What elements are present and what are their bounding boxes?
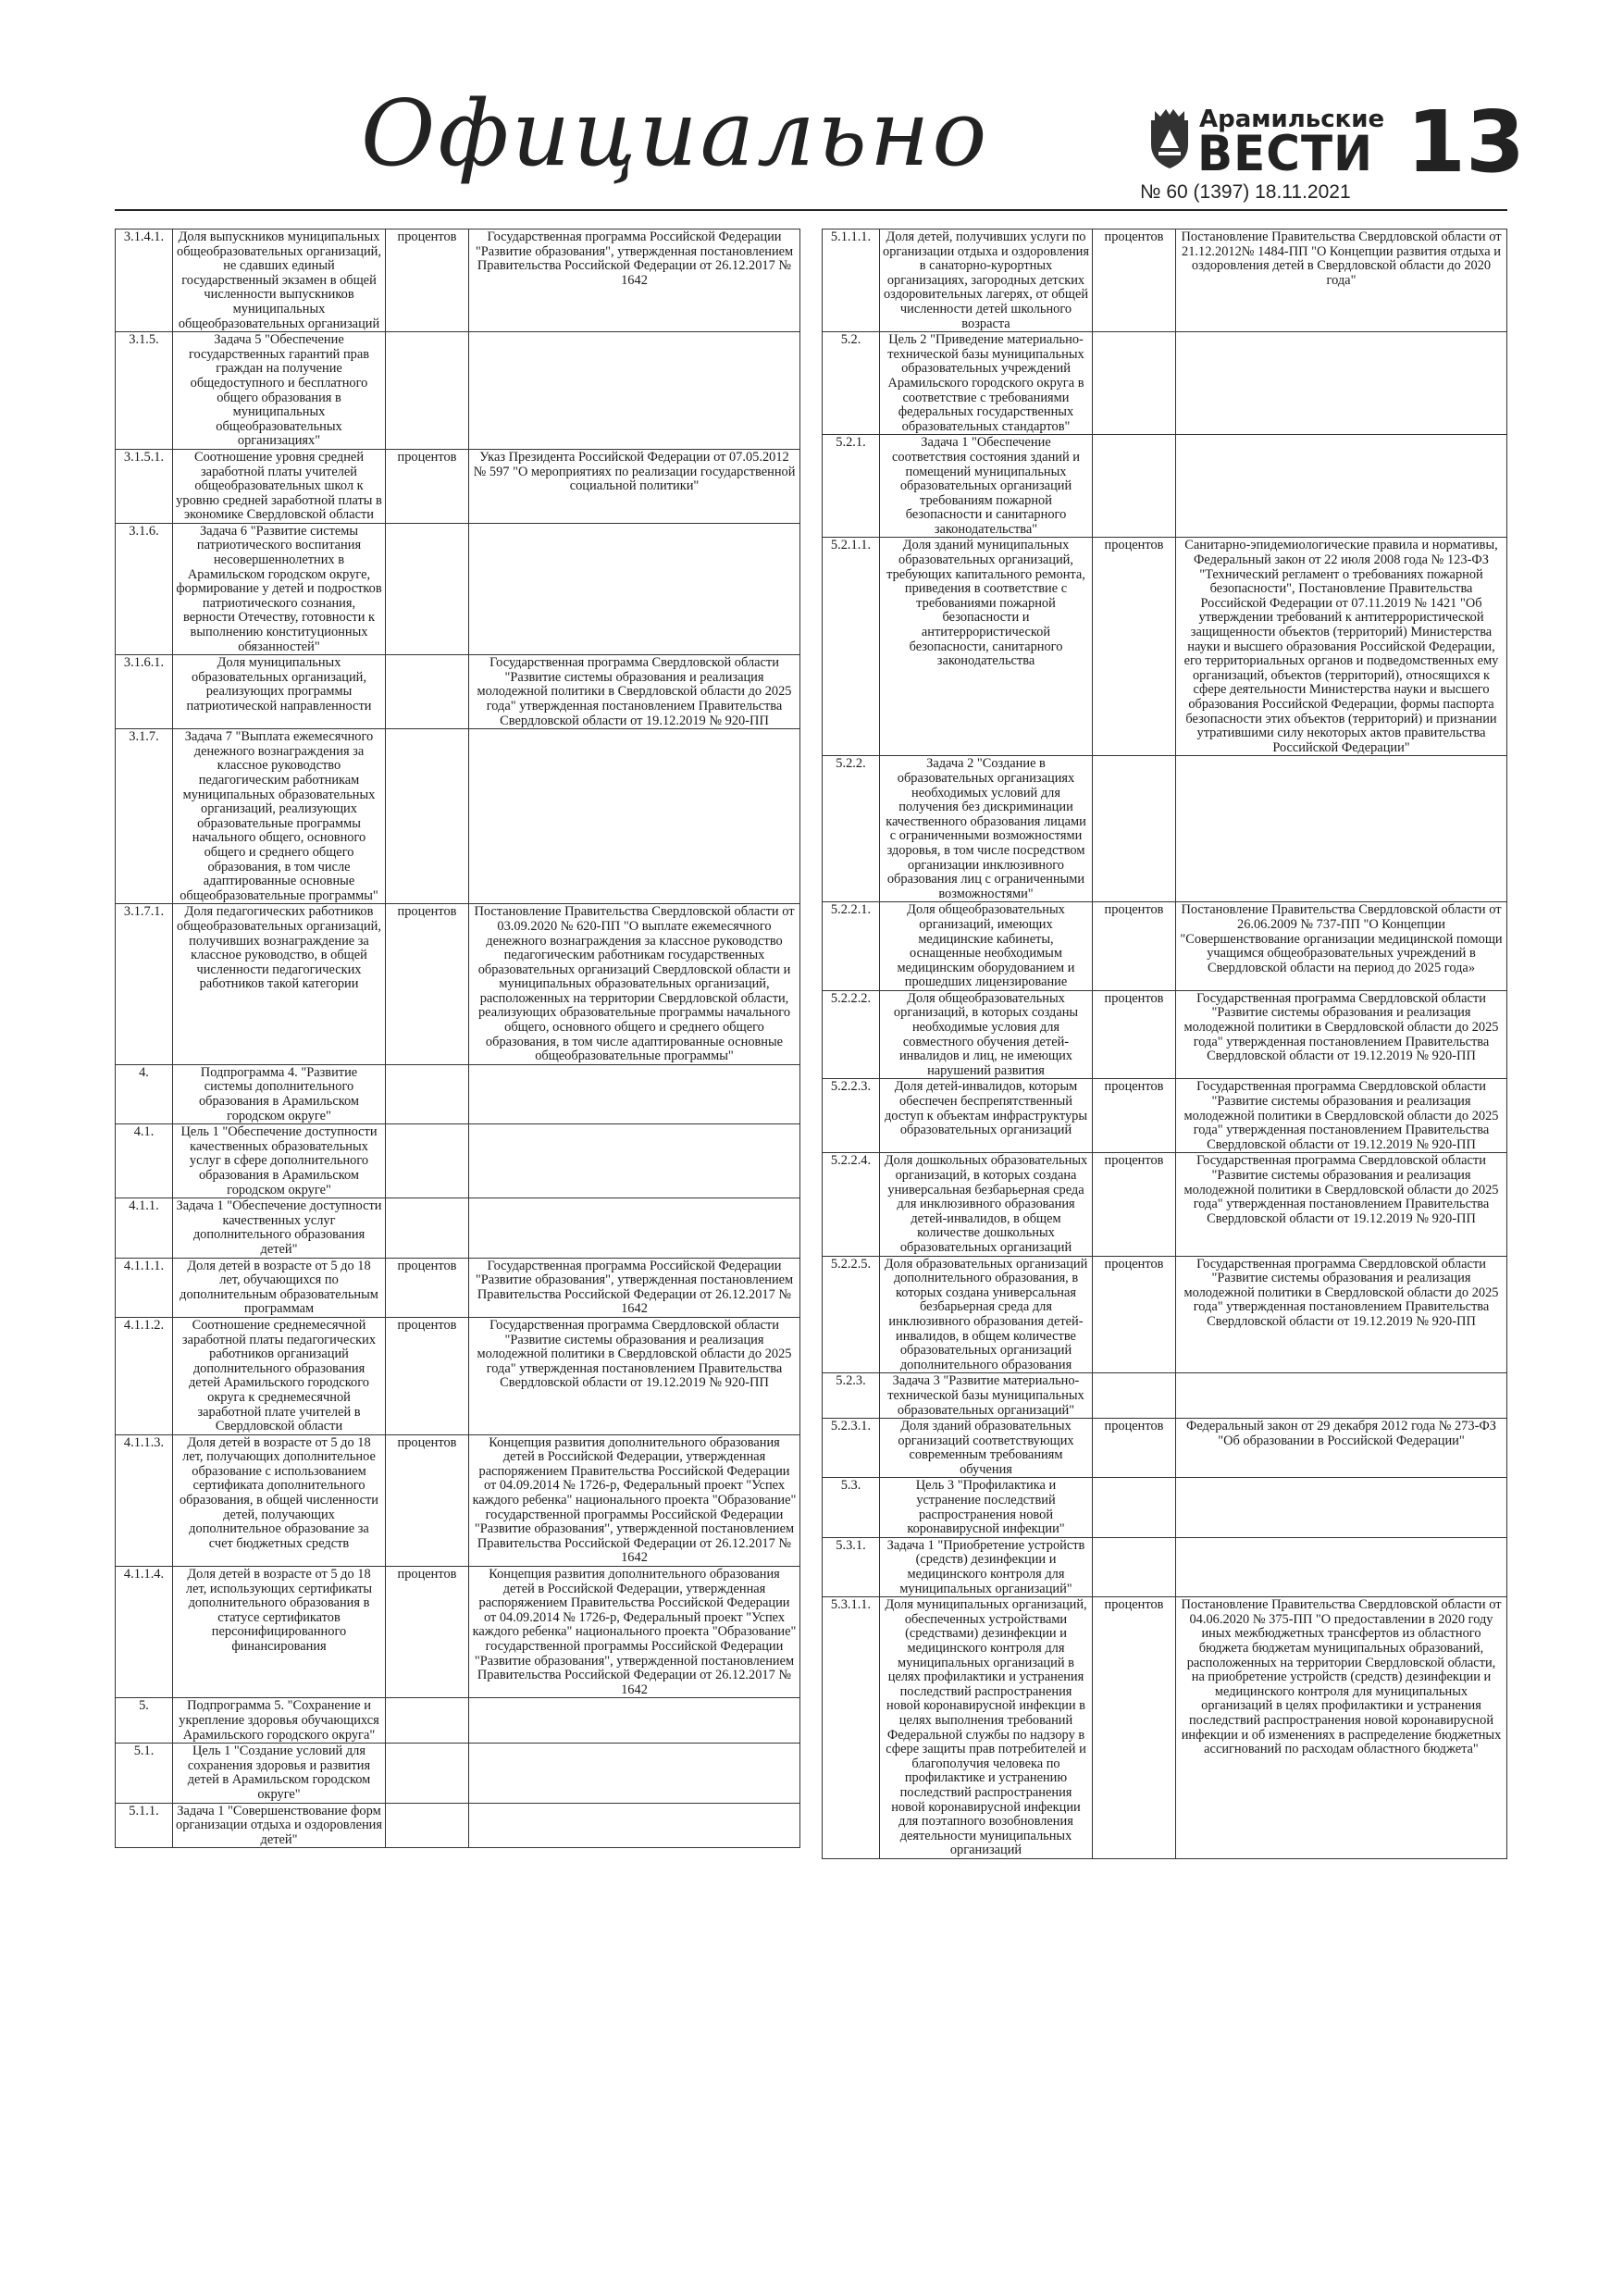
unit: процентов: [1093, 538, 1176, 756]
table-row: [116, 655, 800, 729]
source-document: [1176, 1478, 1507, 1537]
table-row: [823, 1373, 1507, 1419]
table-row: [823, 230, 1507, 332]
table-row: [823, 1478, 1507, 1537]
row-number: 3.1.4.1.: [116, 230, 173, 332]
indicator-name: Доля детей, получивших услуги по организации отдыха и оздоровления в санаторно-курортных организациях, загородных детских оздоровительных лагерях, от общей численности детей школьного возраста: [880, 230, 1093, 332]
indicator-name: Доля выпускников муниципальных общеобразовательных организаций, не сдавших единый государственный экзамен в общей численности выпускников муниципальных общеобразовательных организаций: [173, 230, 386, 332]
indicator-name: Задача 1 "Приобретение устройств (средств) дезинфекции и медицинского контроля для муниципальных организаций": [880, 1537, 1093, 1596]
row-number: 5.2.2.4.: [823, 1153, 880, 1256]
unit: [386, 655, 469, 729]
unit: процентов: [1093, 1153, 1176, 1256]
table-row: [823, 1256, 1507, 1373]
unit: процентов: [386, 1434, 469, 1566]
row-number: 4.1.1.3.: [116, 1434, 173, 1566]
table-row: [116, 1198, 800, 1258]
indicator-name: Доля детей-инвалидов, которым обеспечен беспрепятственный доступ к объектам инфраструктуры образовательных организаций: [880, 1079, 1093, 1153]
table-row: [823, 756, 1507, 902]
unit: [1093, 332, 1176, 435]
row-number: 5.2.2.2.: [823, 990, 880, 1079]
indicators-table-left: [115, 229, 800, 1848]
source-document: Государственная программа Свердловской области "Развитие системы образования и реализация молодежной политики в Свердловской области до 2025 года" утвержденная постановлением Правительства Свердловской области от 19.12.2019 № 920-ПП: [469, 1317, 800, 1434]
indicator-name: Задача 2 "Создание в образовательных организациях необходимых условий для получения без дискриминации качественного образования лицами с ограниченными возможностями здоровья, в том числе посредством организации инклюзивного образования лиц с ограниченными возможностями": [880, 756, 1093, 902]
indicator-name: Подпрограмма 5. "Сохранение и укрепление здоровья обучающихся Арамильского городского округа": [173, 1698, 386, 1744]
table-row: [823, 1537, 1507, 1596]
unit: процентов: [386, 1567, 469, 1698]
unit: [386, 1698, 469, 1744]
row-number: 5.2.1.: [823, 435, 880, 538]
row-number: 5.2.3.1.: [823, 1419, 880, 1478]
table-row: [823, 538, 1507, 756]
table-row: [116, 332, 800, 450]
section-title: Официально: [361, 81, 990, 187]
row-number: 4.1.1.4.: [116, 1567, 173, 1698]
indicator-name: Задача 1 "Совершенствование форм организации отдыха и оздоровления детей": [173, 1803, 386, 1848]
unit: процентов: [1093, 990, 1176, 1079]
source-document: Постановление Правительства Свердловской области от 21.12.2012№ 1484-ПП "О Концепции развития отдыха и оздоровления детей в Свердловской области до 2020 года": [1176, 230, 1507, 332]
indicator-name: Доля детей в возрасте от 5 до 18 лет, получающих дополнительное образование с использованием сертификата дополнительного образования, в общей численности детей, получающих дополнительное образование за счет бюджетных средств: [173, 1434, 386, 1566]
logo-text-bottom: ВЕСТИ: [1197, 125, 1373, 182]
row-number: 3.1.6.1.: [116, 655, 173, 729]
row-number: 5.2.2.1.: [823, 902, 880, 991]
source-document: [469, 332, 800, 450]
indicator-name: Доля зданий образовательных организаций соответствующих современным требованиям обучения: [880, 1419, 1093, 1478]
indicators-table-right: [822, 229, 1507, 1859]
indicator-name: Подпрограмма 4. "Развитие системы дополнительного образования в Арамильском городском округе": [173, 1064, 386, 1123]
row-number: 5.3.1.: [823, 1537, 880, 1596]
unit: [386, 1803, 469, 1848]
source-document: [469, 1198, 800, 1258]
indicator-name: Доля общеобразовательных организаций, в которых созданы необходимые условия для совместного обучения детей-инвалидов и лиц, не имеющих нарушений развития: [880, 990, 1093, 1079]
row-number: 4.1.1.1.: [116, 1258, 173, 1317]
source-document: Государственная программа Свердловской области "Развитие системы образования и реализация молодежной политики в Свердловской области до 2025 года" утвержденная постановлением Правительства Свердловской области от 19.12.2019 № 920-ПП: [469, 655, 800, 729]
newspaper-logo: [1146, 104, 1385, 182]
table-row: [116, 904, 800, 1065]
logo-text-top: Арамильские: [1199, 105, 1385, 133]
indicator-name: Доля педагогических работников общеобразовательных организаций, получивших вознаграждение за классное руководство, в общей численности педагогических работников такой категории: [173, 904, 386, 1065]
source-document: [469, 1124, 800, 1198]
unit: процентов: [386, 1317, 469, 1434]
indicator-name: Цель 2 "Приведение материально-технической базы муниципальных образовательных учреждений Арамильского городского округа в соответствие с требованиями федеральных государственных образовательных стандартов": [880, 332, 1093, 435]
indicator-name: Доля образовательных организаций дополнительного образования, в которых создана универсальная безбарьерная среда для инклюзивного образования детей-инвалидов, в общем количестве образовательных организаций дополнительного образования: [880, 1256, 1093, 1373]
row-number: 4.1.1.: [116, 1198, 173, 1258]
unit: [386, 332, 469, 450]
city-emblem-icon: [1146, 104, 1194, 170]
table-row: [823, 1153, 1507, 1256]
table-row: [116, 1803, 800, 1848]
unit: [1093, 435, 1176, 538]
row-number: 5.: [116, 1698, 173, 1744]
indicator-name: Доля детей в возрасте от 5 до 18 лет, обучающихся по дополнительным образовательным программам: [173, 1258, 386, 1317]
indicator-name: Задача 6 "Развитие системы патриотического воспитания несовершеннолетних в Арамильском городском округе, формирование у детей и подростков патриотического сознания, верности Отечеству, готовности к выполнению конституционных обязанностей": [173, 523, 386, 654]
row-number: 5.3.1.1.: [823, 1597, 880, 1859]
unit: процентов: [1093, 1079, 1176, 1153]
indicator-name: Цель 1 "Обеспечение доступности качественных образовательных услуг в сфере дополнительного образования в Арамильском городском округе": [173, 1124, 386, 1198]
source-document: Санитарно-эпидемиологические правила и нормативы, Федеральный закон от 22 июля 2008 года № 123-ФЗ "Технический регламент о требованиях пожарной безопасности", Постановление Правительства Российской Федерации от 07.11.2019 № 1421 "Об утверждении требований к антитеррористической защищенности объектов (территорий) Министерства науки и высшего образования Российской Федерации, его территориальных органов и подведомственных ему организаций, объектов (территорий), относящихся к сфере деятельности Министерства науки и высшего образования Российской Федерации, формы паспорта безопасности этих объектов (территорий) и признании утратившими силу некоторых актов правительства Российской Федерации": [1176, 538, 1507, 756]
row-number: 5.2.2.: [823, 756, 880, 902]
table-row: [116, 729, 800, 904]
source-document: Концепция развития дополнительного образования детей в Российской Федерации, утвержденная распоряжением Правительства Российской Федерации от 04.09.2014 № 1726-р, Федеральный проект "Успех каждого ребенка" национального проекта "Образование" государственной программы Российской Федерации "Развитие образования", утвержденной постановлением Правительства Российской Федерации от 26.12.2017 № 1642: [469, 1434, 800, 1566]
unit: [386, 729, 469, 904]
indicator-name: Цель 3 "Профилактика и устранение последствий распространения новой коронавирусной инфекции": [880, 1478, 1093, 1537]
source-document: Государственная программа Российской Федерации "Развитие образования", утвержденная постановлением Правительства Российской Федерации от 26.12.2017 № 1642: [469, 230, 800, 332]
unit: процентов: [1093, 1597, 1176, 1859]
unit: процентов: [1093, 1419, 1176, 1478]
indicator-name: Соотношение среднемесячной заработной платы педагогических работников организаций дополнительного образования детей Арамильского городского округа к среднемесячной заработной плате учителей в Свердловской области: [173, 1317, 386, 1434]
row-number: 5.1.1.1.: [823, 230, 880, 332]
table-row: [823, 902, 1507, 991]
table-row: [823, 1079, 1507, 1153]
unit: [386, 1744, 469, 1803]
table-row: [823, 1419, 1507, 1478]
table-row: [116, 1258, 800, 1317]
unit: процентов: [386, 1258, 469, 1317]
unit: процентов: [386, 449, 469, 523]
unit: [386, 1124, 469, 1198]
source-document: Государственная программа Свердловской области "Развитие системы образования и реализация молодежной политики в Свердловской области до 2025 года" утвержденная постановлением Правительства Свердловской области от 19.12.2019 № 920-ПП: [1176, 1079, 1507, 1153]
unit: [386, 1064, 469, 1123]
unit: [1093, 756, 1176, 902]
table-row: [116, 523, 800, 654]
row-number: 5.2.2.5.: [823, 1256, 880, 1373]
row-number: 5.2.2.3.: [823, 1079, 880, 1153]
source-document: Государственная программа Свердловской области "Развитие системы образования и реализация молодежной политики в Свердловской области до 2025 года" утвержденная постановлением Правительства Свердловской области от 19.12.2019 № 920-ПП: [1176, 1256, 1507, 1373]
source-document: [469, 1744, 800, 1803]
source-document: [1176, 1373, 1507, 1419]
indicator-name: Задача 5 "Обеспечение государственных гарантий прав граждан на получение общедоступного и бесплатного общего образования в муниципальных общеобразовательных организациях": [173, 332, 386, 450]
indicator-name: Задача 7 "Выплата ежемесячного денежного вознаграждения за классное руководство педагогическим работникам муниципальных образовательных организаций, реализующих образовательные программы начального общего, основного общего и среднего общего образования, в том числе адаптированные основные общеобразовательные программы": [173, 729, 386, 904]
row-number: 5.1.1.: [116, 1803, 173, 1848]
source-document: Постановление Правительства Свердловской области от 04.06.2020 № 375-ПП "О предоставлении в 2020 году иных межбюджетных трансфертов из областного бюджета бюджетам муниципальных образований, расположенных на территории Свердловской области, на приобретение устройств (средств) дезинфекции и медицинского контроля для муниципальных организаций в целях профилактики и устранения последствий распространения новой коронавирусной инфекции и об изменениях в распределение бюджетных ассигнований по расходам областного бюджета": [1176, 1597, 1507, 1859]
source-document: [469, 523, 800, 654]
row-number: 3.1.6.: [116, 523, 173, 654]
row-number: 5.3.: [823, 1478, 880, 1537]
unit: [1093, 1373, 1176, 1419]
table-row: [116, 230, 800, 332]
row-number: 5.2.: [823, 332, 880, 435]
source-document: Концепция развития дополнительного образования детей в Российской Федерации, утвержденная распоряжением Правительства Российской Федерации от 04.09.2014 № 1726-р, Федеральный проект "Успех каждого ребенка" национального проекта "Образование" государственной программы Российской Федерации "Развитие образования", утвержденной постановлением Правительства Российской Федерации от 26.12.2017 № 1642: [469, 1567, 800, 1698]
table-row: [116, 1124, 800, 1198]
unit: процентов: [1093, 230, 1176, 332]
indicator-name: Доля муниципальных образовательных организаций, реализующих программы патриотической направленности: [173, 655, 386, 729]
row-number: 3.1.5.1.: [116, 449, 173, 523]
row-number: 3.1.5.: [116, 332, 173, 450]
table-row: [116, 1698, 800, 1744]
source-document: [469, 729, 800, 904]
header-divider: [115, 209, 1507, 211]
source-document: [469, 1064, 800, 1123]
table-row: [823, 990, 1507, 1079]
unit: [386, 523, 469, 654]
source-document: Постановление Правительства Свердловской области от 03.09.2020 № 620-ПП "О выплате ежемесячного денежного вознаграждения за классное руководство педагогическим работникам государственных образовательных организаций Свердловской области и муниципальных образовательных организаций, расположенных на территории Свердловской области, реализующих образовательные программы начального общего, основного общего и среднего общего образования, в том числе адаптированные основные общеобразовательные программы": [469, 904, 800, 1065]
source-document: [1176, 756, 1507, 902]
unit: [1093, 1537, 1176, 1596]
issue-info: № 60 (1397) 18.11.2021: [1140, 181, 1351, 203]
source-document: [469, 1803, 800, 1848]
indicator-name: Задача 1 "Обеспечение соответствия состояния зданий и помещений муниципальных образовательных организаций требованиям пожарной безопасности и санитарного законодательства": [880, 435, 1093, 538]
table-row: [116, 1744, 800, 1803]
table-row: [116, 1567, 800, 1698]
source-document: Государственная программа Свердловской области "Развитие системы образования и реализация молодежной политики в Свердловской области до 2025 года" утвержденная постановлением Правительства Свердловской области от 19.12.2019 № 920-ПП: [1176, 990, 1507, 1079]
indicator-name: Доля дошкольных образовательных организаций, в которых создана универсальная безбарьерная среда для инклюзивного образования детей-инвалидов, в общем количестве дошкольных образовательных организаций: [880, 1153, 1093, 1256]
row-number: 5.2.3.: [823, 1373, 880, 1419]
indicator-name: Задача 3 "Развитие материально-технической базы муниципальных образовательных организаций": [880, 1373, 1093, 1419]
source-document: Федеральный закон от 29 декабря 2012 года № 273-ФЗ "Об образовании в Российской Федерации": [1176, 1419, 1507, 1478]
source-document: [469, 1698, 800, 1744]
table-row: [116, 1434, 800, 1566]
row-number: 5.2.1.1.: [823, 538, 880, 756]
table-row: [116, 1064, 800, 1123]
table-row: [823, 332, 1507, 435]
unit: процентов: [1093, 1256, 1176, 1373]
source-document: Государственная программа Свердловской области "Развитие системы образования и реализация молодежной политики в Свердловской области до 2025 года" утвержденная постановлением Правительства Свердловской области от 19.12.2019 № 920-ПП: [1176, 1153, 1507, 1256]
source-document: [1176, 332, 1507, 435]
indicator-name: Цель 1 "Создание условий для сохранения здоровья и развития детей в Арамильском городском округе": [173, 1744, 386, 1803]
row-number: 4.: [116, 1064, 173, 1123]
row-number: 3.1.7.1.: [116, 904, 173, 1065]
source-document: Государственная программа Российской Федерации "Развитие образования", утвержденная постановлением Правительства Российской Федерации от 26.12.2017 № 1642: [469, 1258, 800, 1317]
indicator-name: Доля детей в возрасте от 5 до 18 лет, использующих сертификаты дополнительного образования в статусе сертификатов персонифицированного финансирования: [173, 1567, 386, 1698]
table-row: [823, 435, 1507, 538]
indicator-name: Задача 1 "Обеспечение доступности качественных услуг дополнительного образования детей": [173, 1198, 386, 1258]
table-row: [823, 1597, 1507, 1859]
table-row: [116, 449, 800, 523]
source-document: [1176, 435, 1507, 538]
unit: процентов: [386, 230, 469, 332]
row-number: 4.1.: [116, 1124, 173, 1198]
indicator-name: Соотношение уровня средней заработной платы учителей общеобразовательных школ к уровню средней заработной платы в экономике Свердловской области: [173, 449, 386, 523]
unit: процентов: [1093, 902, 1176, 991]
unit: процентов: [386, 904, 469, 1065]
indicator-name: Доля муниципальных организаций, обеспеченных устройствами (средствами) дезинфекции и медицинского контроля для муниципальных организаций в целях профилактики и устранения последствий распространения новой коронавирусной инфекции в целях выполнения требований Федеральной службы по надзору в сфере защиты прав потребителей и благополучия человека по профилактике и устранению последствий распространения новой коронавирусной инфекции для поэтапного возобновления деятельности муниципальных организаций: [880, 1597, 1093, 1859]
unit: [1093, 1478, 1176, 1537]
indicator-name: Доля зданий муниципальных образовательных организаций, требующих капитального ремонта, приведения в соответствие с требованиями пожарной безопасности и антитеррористической безопасности, санитарного законодательства: [880, 538, 1093, 756]
source-document: Указ Президента Российской Федерации от 07.05.2012 № 597 "О мероприятиях по реализации государственной социальной политики": [469, 449, 800, 523]
indicator-name: Доля общеобразовательных организаций, имеющих медицинские кабинеты, оснащенные необходимым медицинским оборудованием и прошедших лицензирование: [880, 902, 1093, 991]
table-row: [116, 1317, 800, 1434]
unit: [386, 1198, 469, 1258]
row-number: 4.1.1.2.: [116, 1317, 173, 1434]
row-number: 3.1.7.: [116, 729, 173, 904]
row-number: 5.1.: [116, 1744, 173, 1803]
source-document: [1176, 1537, 1507, 1596]
page-number: 13: [1406, 93, 1526, 192]
source-document: Постановление Правительства Свердловской области от 26.06.2009 № 737-ПП "О Концепции "Совершенствование организации медицинской помощи учащимся общеобразовательных учреждений в Свердловской области на период до 2025 года»: [1176, 902, 1507, 991]
